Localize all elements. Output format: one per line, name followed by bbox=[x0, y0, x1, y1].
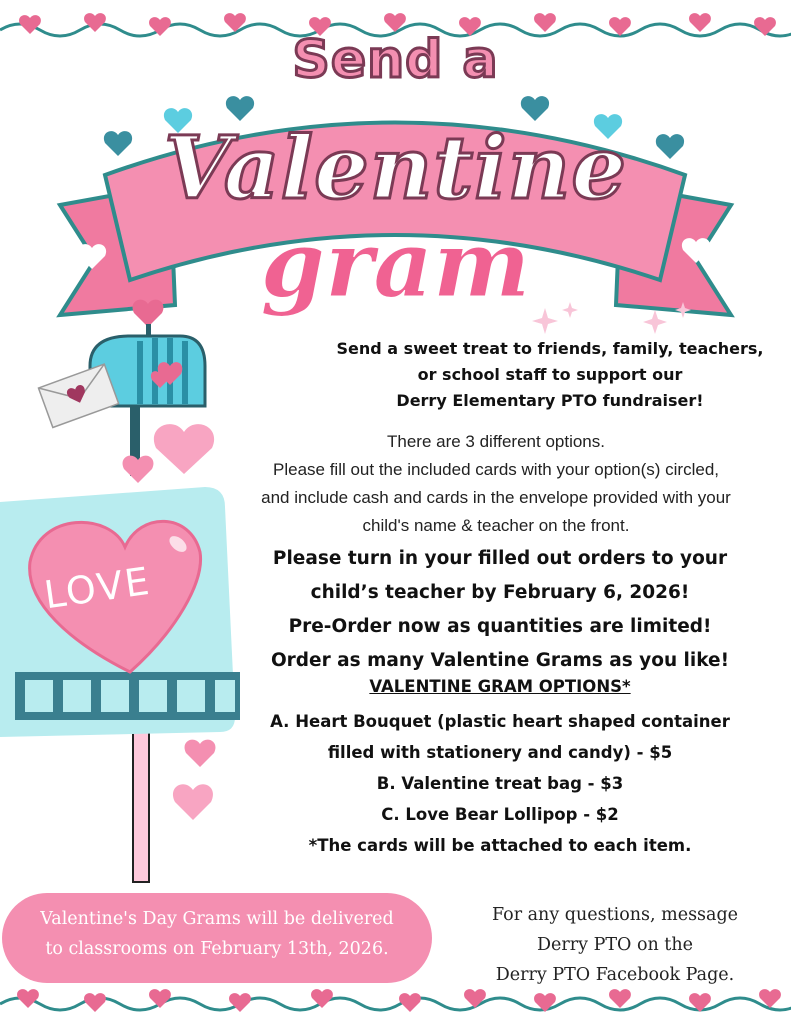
options-note: *The cards will be attached to each item. bbox=[308, 836, 692, 855]
delivery-text bbox=[2, 904, 432, 964]
heart-icon bbox=[118, 420, 218, 490]
instructions-line: Please fill out the included cards with your option(s) circled, bbox=[273, 460, 719, 479]
contact-line: Derry PTO Facebook Page. bbox=[495, 965, 735, 985]
contact-line: Derry PTO on the bbox=[537, 935, 693, 955]
options-list bbox=[220, 706, 780, 861]
title-gram: gram bbox=[260, 210, 531, 318]
option-a-line1: A. Heart Bouquet (plastic heart shaped container bbox=[270, 712, 730, 731]
title-valentine: Valentine bbox=[163, 118, 628, 219]
intro-text bbox=[320, 336, 780, 414]
option-a-line2: filled with stationery and candy) - $5 bbox=[327, 743, 673, 762]
intro-line: Derry Elementary PTO fundraiser! bbox=[396, 391, 704, 410]
instructions-text bbox=[206, 428, 786, 540]
instructions-line: child's name & teacher on the front. bbox=[362, 516, 630, 535]
notice-line: Please turn in your filled out orders to your bbox=[272, 548, 728, 569]
lollipop-label: LOVE bbox=[41, 558, 154, 618]
intro-line: Send a sweet treat to friends, family, teachers, bbox=[336, 339, 764, 358]
instructions-line: There are 3 different options. bbox=[387, 432, 605, 451]
option-c: C. Love Bear Lollipop - $2 bbox=[381, 805, 619, 824]
contact-line: For any questions, message bbox=[491, 905, 739, 925]
order-notices bbox=[220, 542, 780, 678]
title-send-a: Send a bbox=[292, 30, 499, 90]
sparkle-icon bbox=[525, 298, 705, 338]
option-b: B. Valentine treat bag - $3 bbox=[376, 774, 624, 793]
notice-line: Order as many Valentine Grams as you like! bbox=[270, 650, 730, 671]
contact-text bbox=[450, 900, 780, 990]
instructions-line: and include cash and cards in the envelope provided with your bbox=[261, 488, 731, 507]
bottom-heart-garland bbox=[0, 984, 791, 1024]
notice-line: child’s teacher by February 6, 2026! bbox=[310, 582, 690, 603]
delivery-line: Valentine's Day Grams will be delivered bbox=[40, 909, 394, 929]
intro-line: or school staff to support our bbox=[417, 365, 683, 384]
delivery-line: to classrooms on February 13th, 2026. bbox=[45, 939, 389, 959]
notice-line: Pre-Order now as quantities are limited! bbox=[288, 616, 712, 637]
options-heading: VALENTINE GRAM OPTIONS* bbox=[369, 677, 631, 696]
